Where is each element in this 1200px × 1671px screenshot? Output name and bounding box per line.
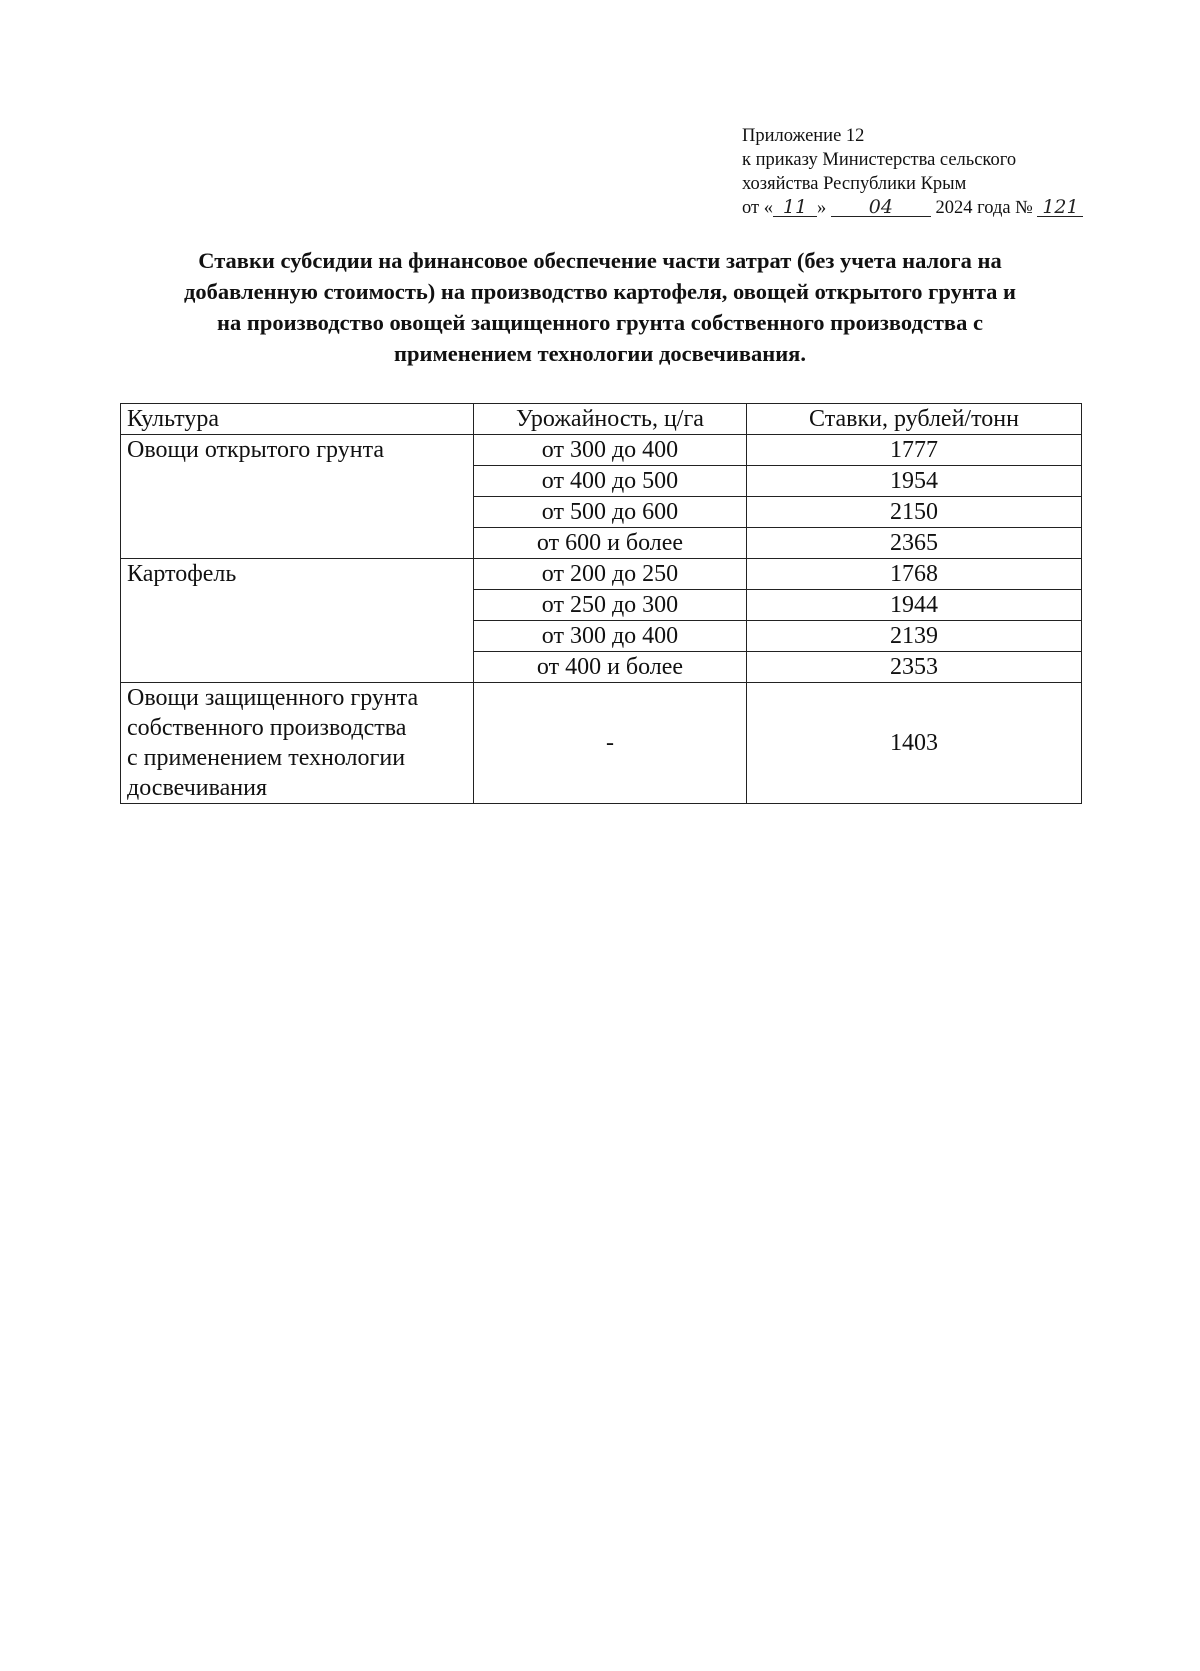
appendix-block — [742, 124, 1083, 220]
title-line: применением технологии досвечивания. — [394, 341, 806, 366]
date-year: 2024 года № — [935, 198, 1033, 218]
rate-cell: 1777 — [747, 435, 1082, 466]
yield-cell: от 400 и более — [474, 652, 747, 683]
yield-cell: от 300 до 400 — [474, 435, 747, 466]
rate-cell: 2365 — [747, 528, 1082, 559]
date-prefix: от « — [742, 198, 773, 218]
yield-cell: от 300 до 400 — [474, 621, 747, 652]
yield-cell: от 500 до 600 — [474, 497, 747, 528]
handwritten-number: 121 — [1037, 198, 1083, 217]
culture-line: досвечивания — [127, 775, 268, 801]
appendix-ministry: хозяйства Республики Крым — [742, 174, 967, 194]
culture-line: Овощи защищенного грунта — [127, 685, 419, 711]
yield-cell: от 200 до 250 — [474, 559, 747, 590]
appendix-title: Приложение 12 — [742, 126, 865, 146]
rate-cell: 2353 — [747, 652, 1082, 683]
culture-cell: Овощи открытого грунта — [121, 435, 474, 559]
rate-cell: 2139 — [747, 621, 1082, 652]
table-row — [121, 683, 1082, 804]
title-line: на производство овощей защищенного грунта собственного производства с — [217, 310, 983, 335]
appendix-date-line — [742, 196, 1083, 220]
yield-cell: - — [474, 683, 747, 804]
appendix-order-ref: к приказу Министерства сельского — [742, 150, 1017, 170]
table-row — [121, 435, 1082, 466]
culture-cell: Картофель — [121, 559, 474, 683]
handwritten-day: 11 — [773, 198, 817, 217]
handwritten-month: 04 — [831, 198, 931, 217]
rate-cell: 1403 — [747, 683, 1082, 804]
culture-line: с применением технологии — [127, 745, 406, 771]
rates-table — [120, 403, 1082, 804]
header-yield: Урожайность, ц/га — [474, 404, 747, 435]
yield-cell: от 250 до 300 — [474, 590, 747, 621]
yield-cell: от 400 до 500 — [474, 466, 747, 497]
rate-cell: 1944 — [747, 590, 1082, 621]
date-mid: » — [816, 198, 827, 218]
title-line: Ставки субсидии на финансовое обеспечение части затрат (без учета налога на — [198, 248, 1002, 273]
rate-cell: 2150 — [747, 497, 1082, 528]
culture-line: собственного производства — [127, 715, 407, 741]
rate-cell: 1768 — [747, 559, 1082, 590]
table-row — [121, 559, 1082, 590]
title-line: добавленную стоимость) на производство картофеля, овощей открытого грунта и — [184, 279, 1016, 304]
table-header-row — [121, 404, 1082, 435]
yield-cell: от 600 и более — [474, 528, 747, 559]
rate-cell: 1954 — [747, 466, 1082, 497]
header-rate: Ставки, рублей/тонн — [747, 404, 1082, 435]
document-title — [60, 245, 1140, 369]
culture-cell — [121, 683, 474, 804]
header-culture: Культура — [121, 404, 474, 435]
